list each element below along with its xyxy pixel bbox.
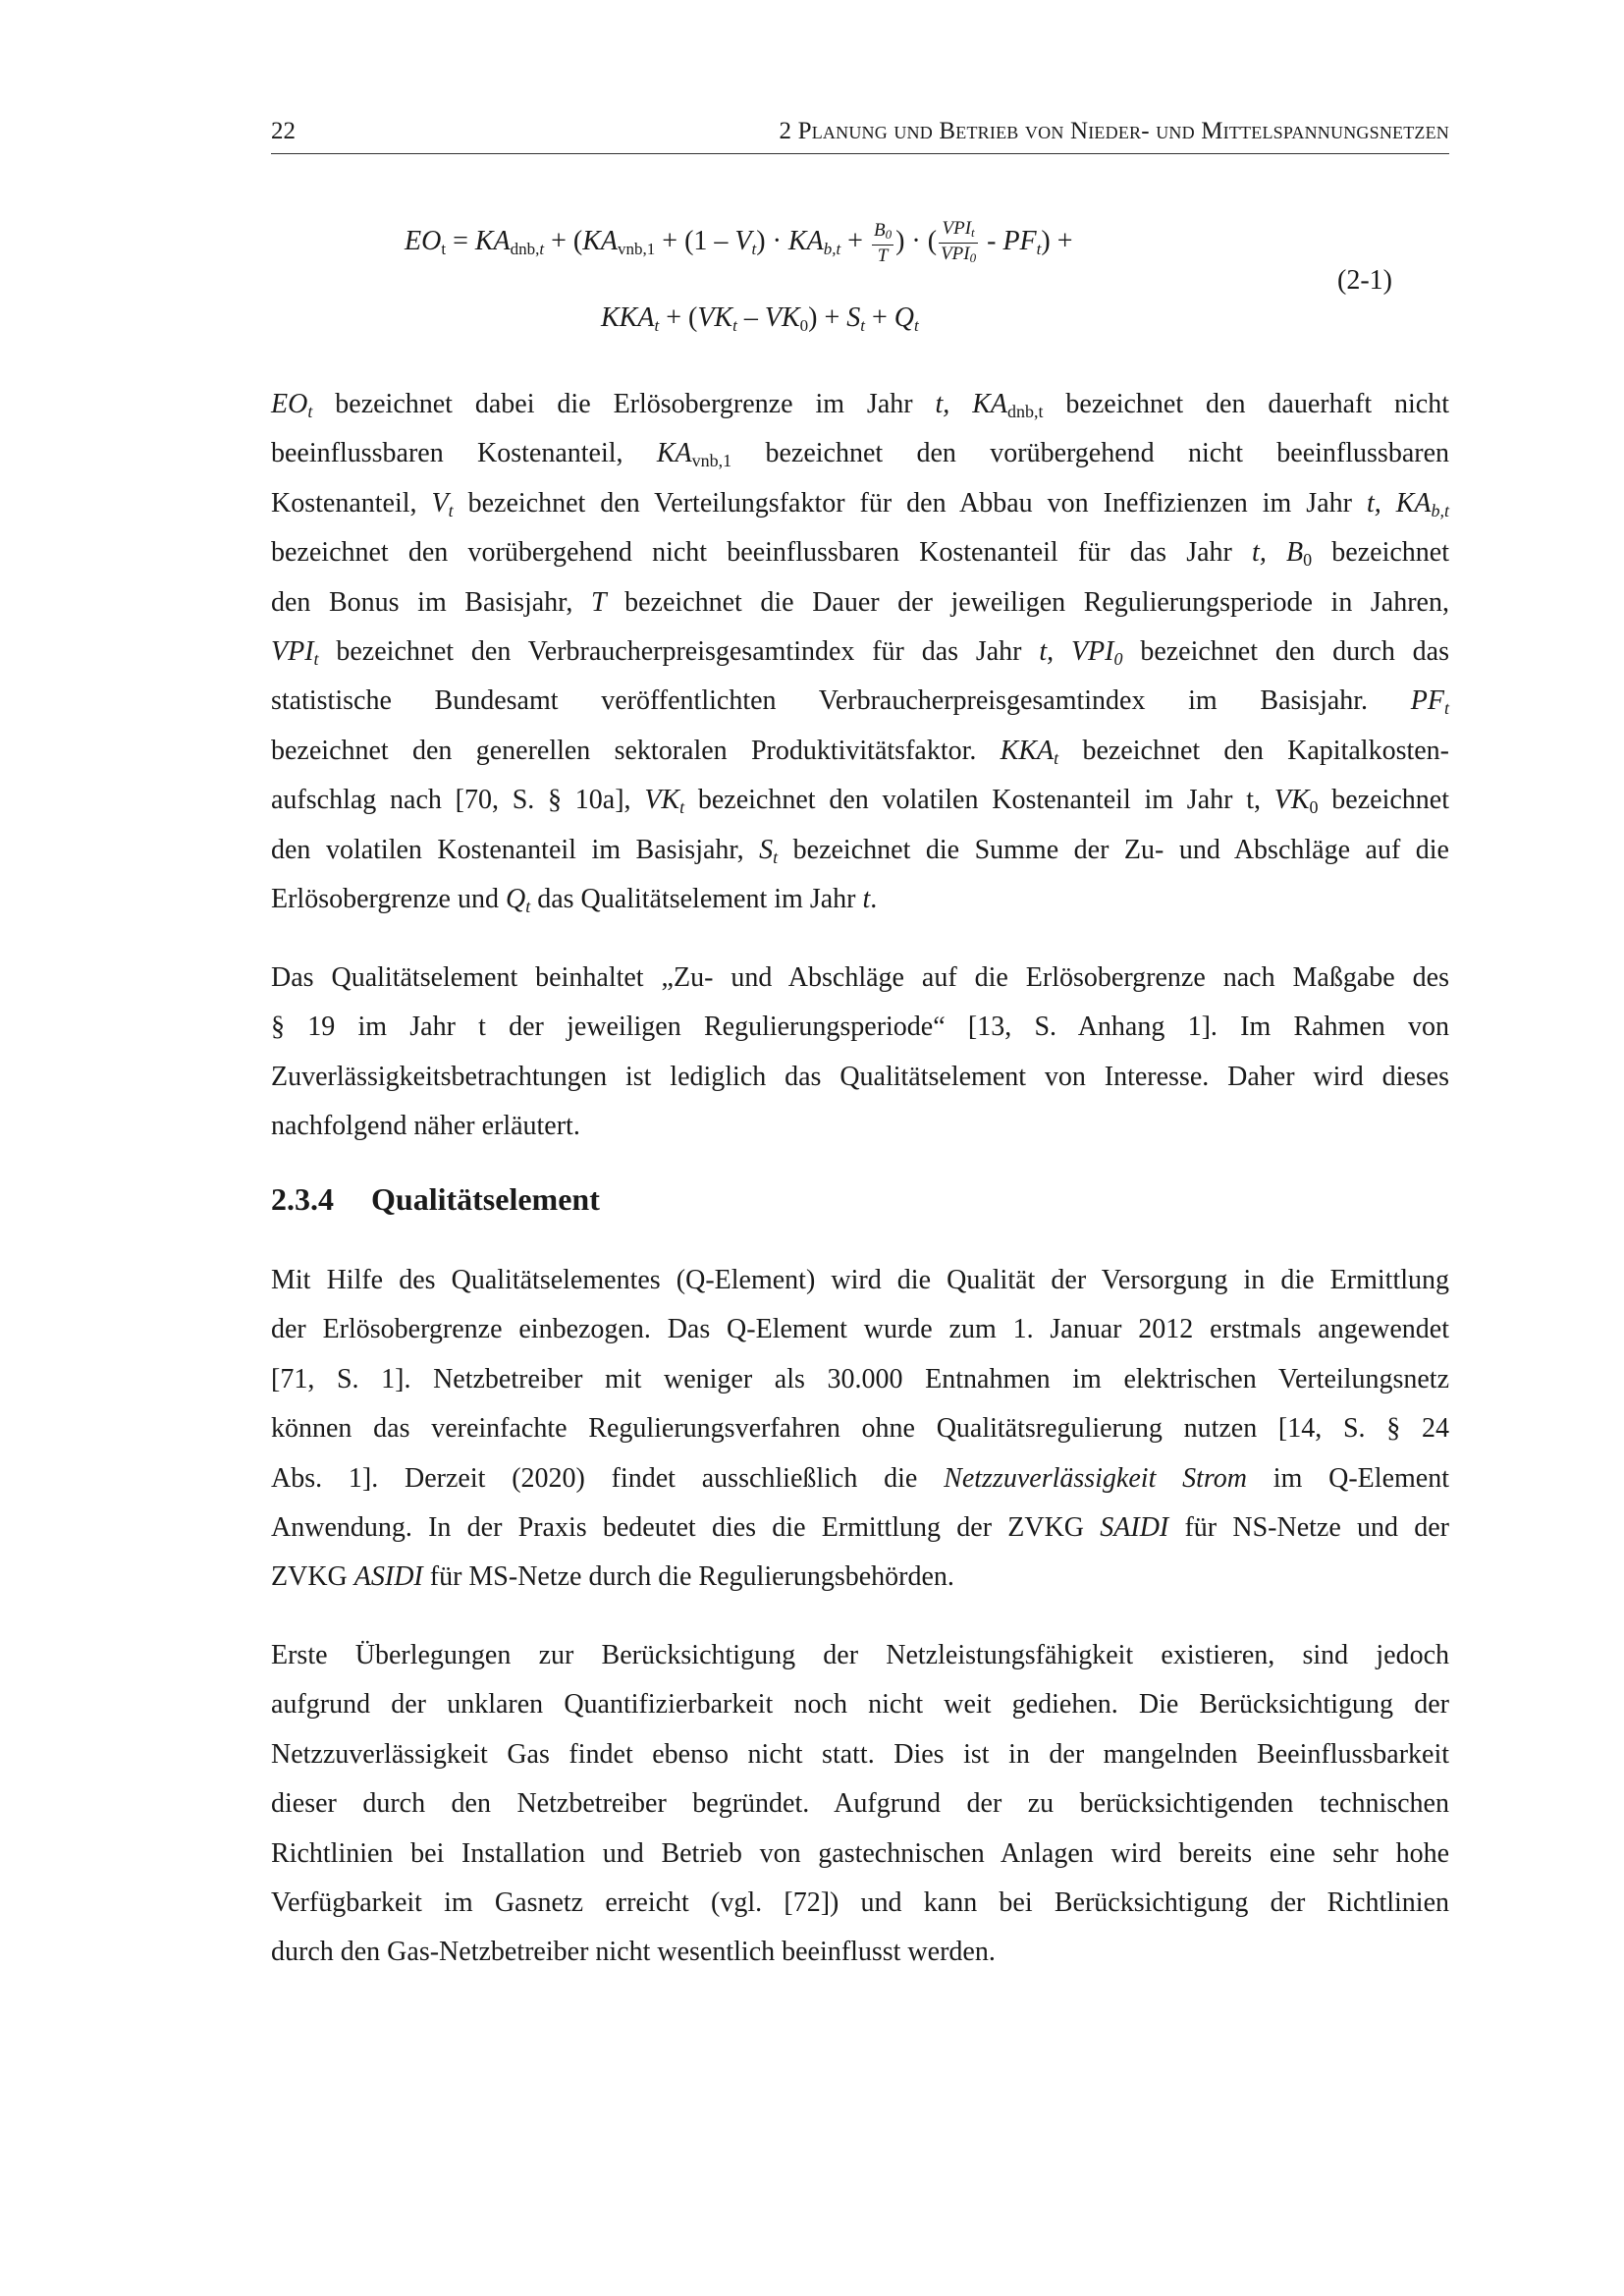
paragraph-q-element: Mit Hilfe des Qualitätselementes (Q-Element) wird die Qualität der Versorgung in die Ermittlung der Erlösobergrenze einbezogen. Das Q-Element wurde zum 1. Januar 2012 erstmals angewendet [71, S. 1]. Netzbetreiber mit weniger als 30.000 Entnahmen im elektrischen Verteilungsnetz können das vereinfachte Regulierungsverfahren ohne Qualitätsregulierung nutzen [14, S. § 24 Abs. 1]. Derzeit (2020) findet ausschließlich die Netzzuverlässigkeit Strom im Q-Element Anwendung. In der Praxis bedeutet dies die Ermittlung der ZVKG SAIDI für NS-Netze und der ZVKG ASIDI für MS-Netze durch die Regulierungsbehörden.: [271, 1265, 1449, 1593]
page-number: 22: [271, 118, 296, 144]
paragraph-symbol-definitions: $EO_t$ bezeichnet dabei die Erlösobergrenze im Jahr t, $KA_{dnb,t}$ bezeichnet den dauerhaft nicht beeinflussbaren Kostenanteil, $KA_{vnb,1}$ bezeichnet den vorübergehend nicht beeinflussbaren Kostenanteil, $V_t$ bezeichnet den Verteilungsfaktor für den Abbau von Ineffizienzen im Jahr t, $KA_{b,t}$ bezeichnet den vorübergehend nicht beeinflussbaren Kostenanteil für das Jahr t, $B_0$ bezeichnet den Bonus im Basisjahr, T bezeichnet die Dauer der jeweiligen Regulierungsperiode in Jahren, $VPI_t$ bezeichnet den Verbraucherpreisgesamtindex für das Jahr t, $VPI_0$ bezeichnet den durch das statistische Bundesamt veröffentlichten Verbraucherpreisgesamtindex im Basisjahr. $PF_t$ bezeichnet den generellen sektoralen Produktivitätsfaktor. $KKA_t$ bezeichnet den Kapitalkosten- aufschlag nach [70, S. § 10a], $VK_t$ bezeichnet den volatilen Kostenanteil im Jahr t, $VK_0$ bezeichnet den volatilen Kostenanteil im Basisjahr, $S_t$ bezeichnet die Summe der Zu- und Abschläge auf die Erlösobergrenze und $Q_t$ das Qualitätselement im Jahr t.: [271, 389, 1450, 916]
equation-line-2: $KKA_t + (VK_t - VK_0) + S_t + Q_t$: [601, 302, 919, 335]
equation-line-1: $EO_t = KA_{dnb,t} + (KA_{vnb,1} + (1 - V_t) \cdot KA_{b,t}$ + $\frac{B_0}{T}$ ) · ( $\frac{VPI_t}{VPI_0}$ - $PF_t$) +: [405, 218, 1073, 266]
paragraph-quality-element-intro: Das Qualitätselement beinhaltet „Zu- und Abschläge auf die Erlösobergrenze nach Maßgabe des § 19 im Jahr t der jeweiligen Regulierungsperiode“ [13, S. Anhang 1]. Im Rahmen von Zuverlässigkeitsbetrachtungen ist lediglich das Qualitätselement von Interesse. Daher wird dieses nachfolgend näher erläutert.: [271, 962, 1449, 1142]
page-header: [271, 114, 1449, 154]
section-title: Qualitätselement: [371, 1181, 600, 1217]
section-number: 2.3.4: [271, 1181, 334, 1217]
section-heading: [271, 1181, 600, 1218]
equation-number: (2-1): [1337, 265, 1392, 296]
running-title: 2 Planung und Betrieb von Nieder- und Mittelspannungsnetzen: [779, 118, 1449, 144]
paragraph-considerations: Erste Überlegungen zur Berücksichtigung der Netzleistungsfähigkeit existieren, sind jedoch aufgrund der unklaren Quantifizierbarkeit noch nicht weit gediehen. Die Berücksichtigung der Netzzuverlässigkeit Gas findet ebenso nicht statt. Dies ist in der mangelnden Beeinflussbarkeit dieser durch den Netzbetreiber begründet. Aufgrund der zu berücksichtigenden technischen Richtlinien bei Installation und Betrieb von gastechnischen Anlagen wird bereits eine sehr hohe Verfügbarkeit im Gasnetz erreicht (vgl. [72]) und kann bei Berücksichtigung der Richtlinien durch den Gas-Netzbetreiber nicht wesentlich beeinflusst werden.: [271, 1640, 1449, 1968]
